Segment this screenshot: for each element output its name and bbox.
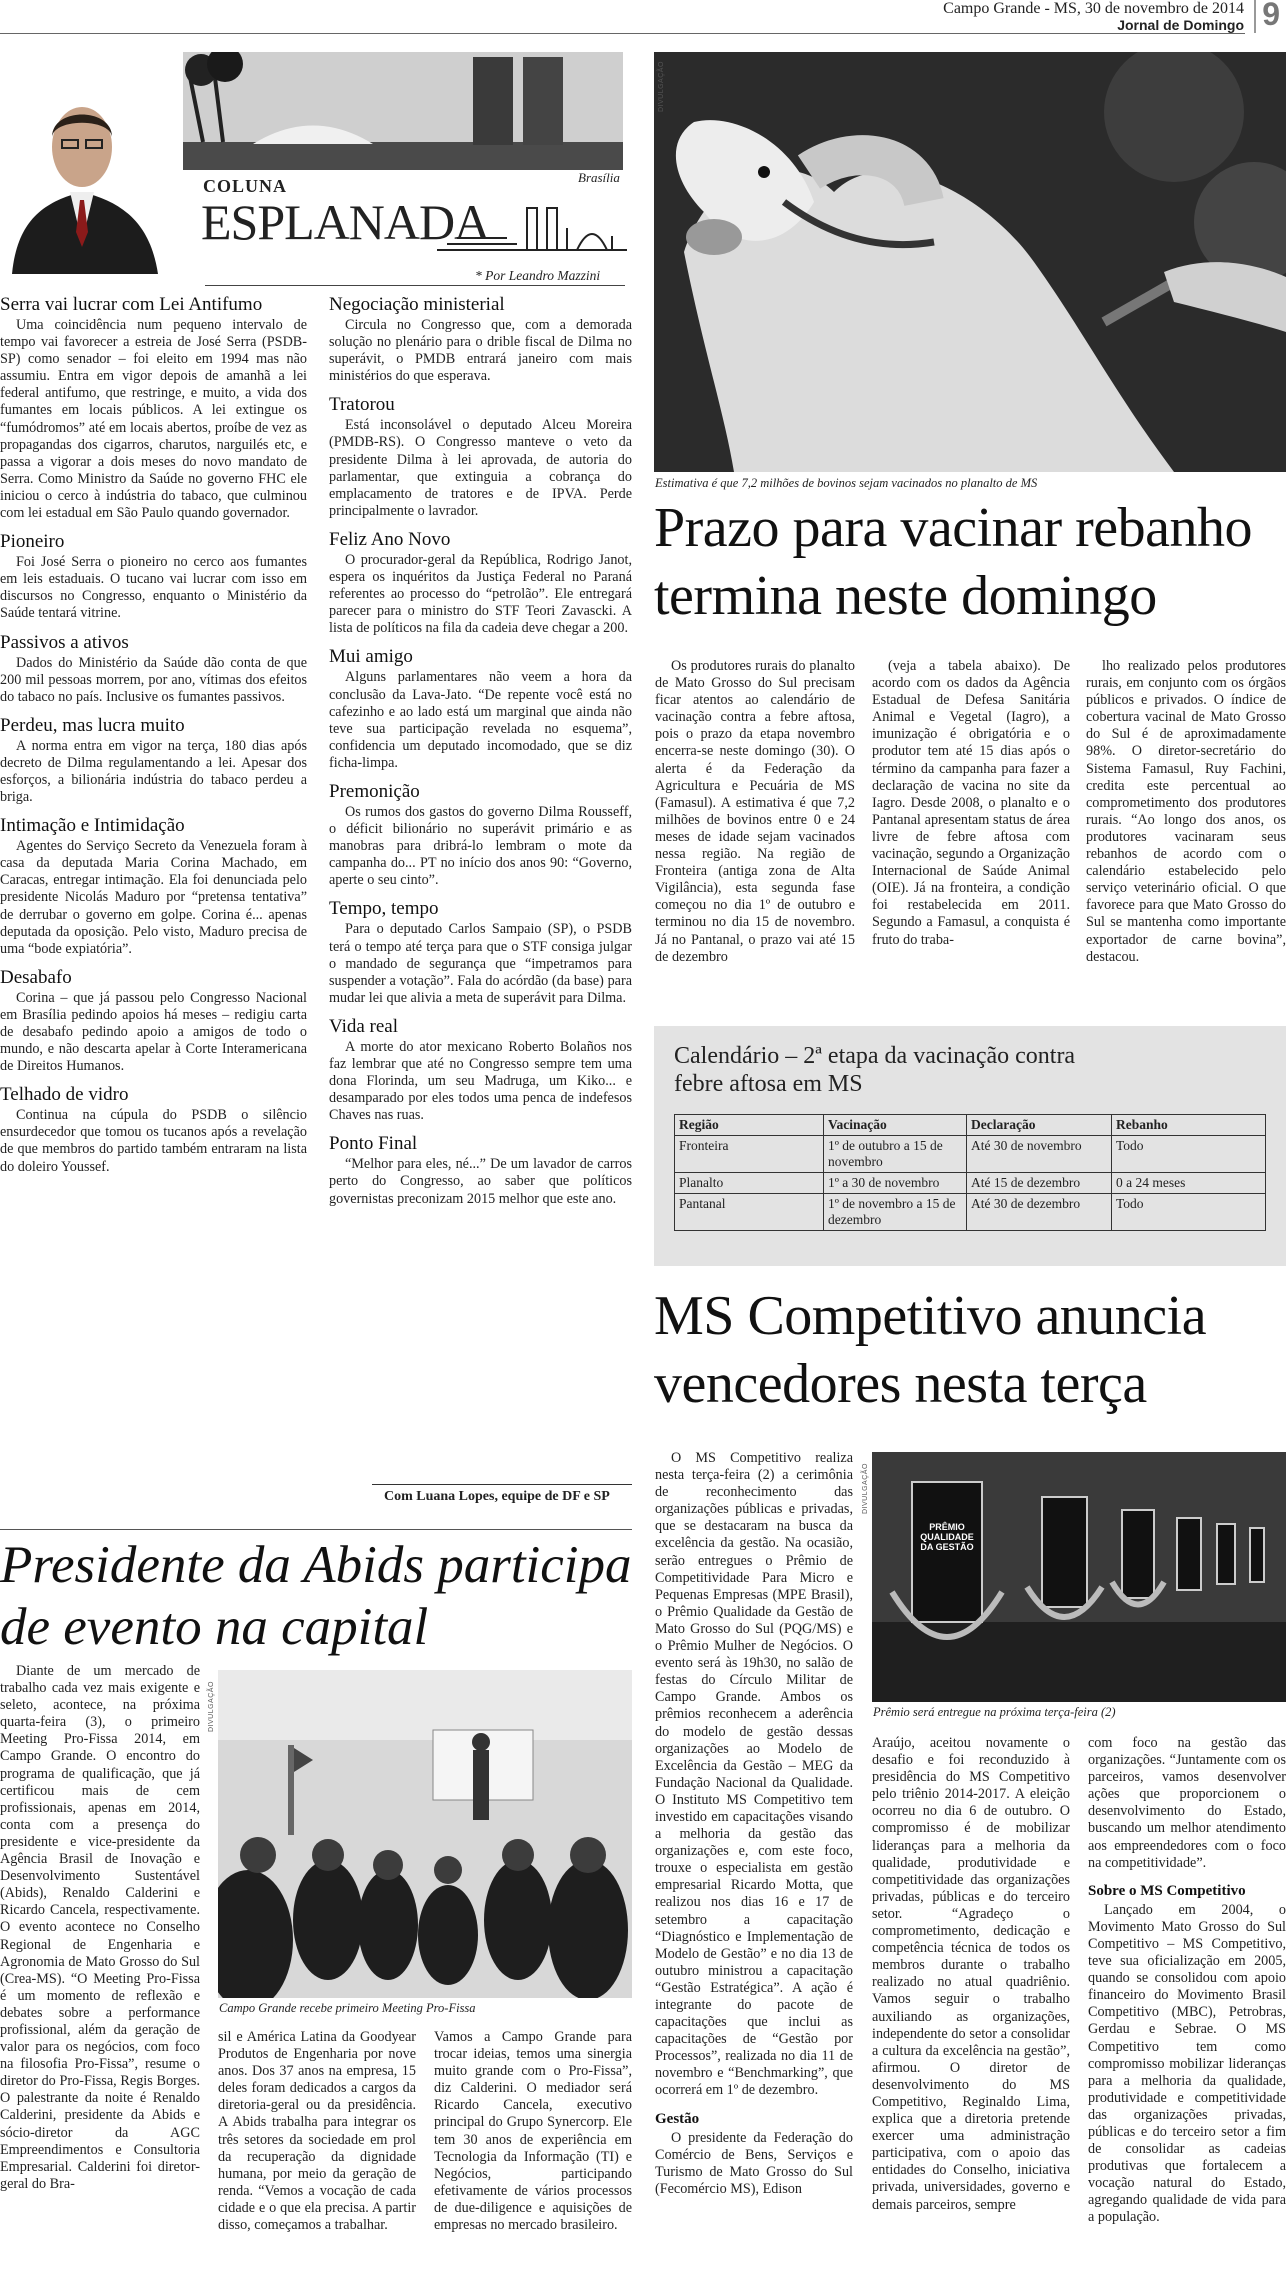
table-cell: 0 a 24 meses	[1112, 1173, 1266, 1194]
table-cell: Pantanal	[675, 1194, 824, 1231]
column-paragraph: O procurador-geral da República, Rodrigo Janot, espera os inquéritos da Justiça Federal no Paraná referentes ao processo do “petrolão”. Ele entregará parecer para o ministro do STF Teori Zavascki. A lista de políticos na fila da cadeia deve chegar a 200.	[329, 551, 632, 637]
trophy-photo-caption: Prêmio será entregue na próxima terça-feira (2)	[873, 1705, 1116, 1719]
trophy-photo-credit: DIVULGAÇÃO	[862, 1463, 869, 1514]
ms-subhead-gestao: Gestão	[655, 2110, 700, 2127]
cattle-photo	[654, 52, 1286, 472]
column-subhead: Perdeu, mas lucra muito	[0, 714, 185, 736]
trophy-text: PRÊMIO QUALIDADE DA GESTÃO	[920, 1522, 974, 1552]
table-cell: Planalto	[675, 1173, 824, 1194]
table-cell: Até 30 de dezembro	[967, 1194, 1112, 1231]
column-subhead: Desabafo	[0, 966, 72, 988]
meeting-photo-caption: Campo Grande recebe primeiro Meeting Pro-Fissa	[219, 2001, 476, 2015]
column-label-big: ESPLANADA	[201, 194, 490, 250]
header-declaracao: Declaração	[967, 1115, 1112, 1136]
ms-headline: MS Competitivo anuncia vencedores nesta terça	[654, 1285, 1207, 1415]
column-paragraph: Os rumos dos gastos do governo Dilma Rousseff, o déficit bilionário no superávit primário e as manobras para dribrá-lo lembram o mote da campanha do... PT no início dos anos 90: “Governo, aperte o seu cinto”.	[329, 803, 632, 889]
column-paragraph: Para o deputado Carlos Sampaio (SP), o PSDB terá o tempo até terça para que o STF consiga julgar o mandado de segurança que “impetramos para suspender a votação”. Fala do acórdão (da base) para mudar lei que alivia a meta de superávit para Dilma.	[329, 921, 632, 1006]
abids-col2: sil e América Latina da Goodyear Produtos de Engenharia por nove anos. Dos 37 anos na empresa, 15 deles foram dedicados a cargos da diretoria-geral ou da presidência. A Abids trabalha para integrar os três setores da sociedade em prol da recuperação da dignidade humana, por meio da geração de renda. “Vemos a vocação de cada cidade e o que ela precisa. A partir disso, começamos a trabalhar.	[218, 2029, 416, 2234]
column-footer: Com Luana Lopes, equipe de DF e SP	[384, 1489, 610, 1504]
trophy-photo	[872, 1452, 1286, 1702]
column-subhead: Tempo, tempo	[329, 898, 439, 920]
table-cell: Até 15 de dezembro	[967, 1173, 1112, 1194]
column-subhead: Negociação ministerial	[329, 294, 505, 315]
column-subhead: Telhado de vidro	[0, 1084, 129, 1106]
vacina-col3: lho realizado pelos produtores rurais, em conjunto com os órgãos públicos e privados. O índice de cobertura vacinal de Mato Grosso do Sul é de aproximadamente 98%. O diretor-secretário do Sistema Famasul, Ruy Fachini, credita este percentual ao comprometimento dos produtores rurais. “Ao longo dos anos, os produtores vacinaram seus rebanhos de acordo com o calendário estabelecido pelo serviço veterinário oficial. O que favorece para que Mato Grosso do Sul se mantenha como importante exportador de carne bovina”, destacou.	[1086, 658, 1286, 965]
vacina-col1: Os produtores rurais do planalto de Mato Grosso do Sul precisam ficar atentos ao calendário de vacinação contra a febre aftosa, pois o prazo da etapa novembro encerra-se neste domingo (30). O alerta é da Federação da Agricultura e Pecuária de MS (Famasul). A estimativa é que 7,2 milhões de bovinos entre 0 e 24 meses de idade sejam vacinados nessa região. Na região de Fronteira (antiga zona de Alta Vigilância), esta segunda fase começou no dia 1º de outubro e terminou no dia 15 de novembro. Já no Pantanal, o prazo vai até 15 de dezembro	[655, 658, 855, 965]
calendar-table	[674, 1114, 1266, 1231]
header-rule	[0, 33, 1245, 34]
table-row	[675, 1194, 1266, 1231]
column-paragraph: Uma coincidência num pequeno intervalo de tempo vai favorecer a estreia de José Serra (PSDB-SP) como senador – foi eleito em 1994 mas não assumiu. Entra em vigor depois de amanhã a lei federal antifumo, que restringe, e muito, a vida dos fumantes em locais públicos. A lei extingue os “fumódromos” até em locais abertos, proíbe de vez as propagandas dos cigarros, charutos, narguilés etc, e passa a vigorar a dois meses do novo mandato de Serra. Como Ministro da Saúde no governo FHC ele iniciou o cerco à indústria do tabaco, que culminou com lei estadual em São Paulo quando governador.	[0, 317, 307, 522]
column-paragraph: Dados do Ministério da Saúde dão conta de que 200 mil pessoas morrem, por ano, vítimas dos efeitos do tabaco no país. Inclusive os fumantes passivos.	[0, 654, 307, 705]
vaccination-calendar-box	[654, 1026, 1286, 1266]
column-subhead: Ponto Final	[329, 1133, 418, 1155]
column-subhead: Vida real	[329, 1015, 399, 1037]
date-line: Campo Grande - MS, 30 de novembro de 2014	[943, 0, 1244, 17]
table-cell: Fronteira	[675, 1136, 824, 1173]
column-label-small: COLUNA	[203, 176, 288, 196]
meeting-photo-credit: DIVULGAÇÃO	[208, 1681, 215, 1732]
column-paragraph: A morte do ator mexicano Roberto Bolaños nos faz lembrar que até no Congresso sempre tem uma dona Florinda, um seu Madruga, um Kiko... e desamparado por eles todos uma penca de indefesos Chaves nas ruas.	[329, 1038, 632, 1124]
column-paragraph: A norma entra em vigor na terça, 180 dias após decreto de Dilma regulamentando a lei. Apesar dos esforços, a bilionária indústria do tabaco perdeu a briga.	[0, 737, 307, 806]
column-subhead: Serra vai lucrar com Lei Antifumo	[0, 294, 263, 315]
column-paragraph: Está inconsolável o deputado Alceu Moreira (PMDB-RS). O Congresso manteve o veto da presidente Dilma à lei aprovada, de autoria do parlamentar, que extinguia a cobrança do emplacamento de tratores e de IPVA. Perde principalmente o lavrador.	[329, 417, 632, 519]
table-header-row	[675, 1115, 1266, 1136]
table-row	[675, 1136, 1266, 1173]
column-paragraph: Continua na cúpula do PSDB o silêncio ensurdecedor que tomou os tucanos após a revelação de que membros do partido também entraram na lista do doleiro Youssef.	[0, 1107, 307, 1175]
ms-col3: com foco na gestão das organizações. “Juntamente com os parceiros, vamos desenvolver ações que proporcionem o desenvolvimento do Estado, buscando um melhor atendimento aos empreendedores com o foco na competitividade”. Sobre o MS Competitivo Lançado em 2004, o Movimento Mato Grosso do Sul Competitivo – MS Competitivo, teve sua oficialização em 2005, quando se consolidou com apoio financeiro do Movimento Brasil Competitivo (MBC), Petrobras, Gerdau e Sebrae. O MS Competitivo tem como compromisso mobilizar lideranças para a melhoria da qualidade, produtividade e competitividade das organizações privadas, públicas e do terceiro setor a fim de consolidar as cadeias produtivas que fortalecem a vocação natural do Estado, agregando qualidade de vida para a população.	[1088, 1735, 1286, 2226]
abids-headline: Presidente da Abids participa de evento na capital	[0, 1536, 632, 1656]
column-rule	[205, 285, 625, 286]
page-number: 9	[1254, 0, 1280, 33]
column-paragraph: Corina – que já passou pelo Congresso Nacional em Brasília pedindo apoios há meses – redigiu carta de desabafo pedindo apoio a amigos de todo o mundo, e não descarta apelar à Corte Interamericana de Direitos Humanos.	[0, 989, 307, 1075]
cattle-photo-caption: Estimativa é que 7,2 milhões de bovinos sejam vacinados no planalto de MS	[655, 476, 1038, 490]
column-paragraph: Circula no Congresso que, com a demorada solução no plenário para o drible fiscal de Dilma no superávit, o PMDB entrará janeiro com mais ministérios do que esperava.	[329, 317, 632, 385]
abids-col3: Vamos a Campo Grande para trocar ideias, temos uma sinergia muito grande com o Pro-Fissa”, diz Calderini. O mediador será Ricardo Cancela, executivo principal do Grupo Synercorp. Ele tem 30 anos de experiência em Tecnologia da Informação (TI) e Negócios, participando efetivamente de vários processos de due-diligence e aquisições de empresas no mercado brasileiro.	[434, 2029, 632, 2234]
header-regiao: Região	[675, 1115, 824, 1136]
header-rebanho: Rebanho	[1112, 1115, 1266, 1136]
column-right	[329, 294, 632, 1208]
skyline-icon	[437, 198, 627, 258]
vacina-headline: Prazo para vacinar rebanho termina neste domingo	[654, 497, 1252, 627]
column-subhead: Passivos a ativos	[0, 631, 129, 653]
column-left	[0, 294, 307, 1176]
cattle-photo-credit: DIVULGAÇÃO	[658, 61, 665, 112]
column-subhead: Mui amigo	[329, 646, 413, 668]
column-author: * Por Leandro Mazzini	[475, 268, 601, 283]
ms-subhead-sobre: Sobre o MS Competitivo	[1088, 1882, 1246, 1899]
table-cell: Até 30 de novembro	[967, 1136, 1112, 1173]
calendar-title: Calendário – 2ª etapa da vacinação contra febre aftosa em MS	[674, 1043, 1076, 1097]
column-paragraph: “Melhor para eles, né...” De um lavador de carros perto do Congresso, ao saber que políticos governistas preconizam 2015 melhor que este ano.	[329, 1156, 632, 1207]
table-row	[675, 1173, 1266, 1194]
column-subhead: Tratorou	[329, 394, 395, 416]
abids-rule	[0, 1529, 632, 1530]
ms-col1: O MS Competitivo realiza nesta terça-feira (2) a cerimônia de reconhecimento das organizações públicas e privadas, que se destacaram na busca da excelência da gestão. Na ocasião, serão entregues o Prêmio de Competitividade Para Micro e Pequenas Empresas (MPE Brasil), o Prêmio Qualidade da Gestão de Mato Grosso do Sul (PQG/MS) e o Prêmio Mulher de Negócios. O evento será às 19h30, no salão de festas do Círculo Militar de Campo Grande. Ambos os prêmios reconhecem a aderência do modelo de gestão dessas organizações ao Modelo de Excelência da Gestão – MEG da Fundação Nacional da Qualidade. O Instituto MS Competitivo tem investido em capacitações visando a melhoria da gestão das organizações e, com este foco, trouxe o especialista em gestão empresarial Ricardo Motta, que realizou nos dias 16 e 17 de setembro a capacitação “Diagnóstico e Implementação de Modelo de Gestão” e no dia 13 de outubro ministrou a capacitação “Gestão Estratégica”. A ação é integrante do pacote de capacitações que inclui as capacitações de “Gestão por Processos”, realizada no dia 11 de novembro e “Benchmarking”, que ocorrerá em 1º de dezembro. Gestão O presidente da Federação do Comércio de Bens, Serviços e Turismo de Mato Grosso do Sul (Fecomércio MS), Edison	[655, 1450, 853, 2197]
column-subhead: Premonição	[329, 780, 420, 802]
paper-name: Jornal de Domingo	[1117, 17, 1244, 33]
column-paragraph: Agentes do Serviço Secreto da Venezuela foram à casa da deputada Maria Corina Machado, em Caracas, entregar intimação. Ela foi denunciada pelo presidente Nicolás Maduro por “pretensa tentativa” de derrubar o governo em golpe. Corina é... apenas deputada da oposição. Pelo visto, Maduro precisa de uma “bode expiatória”.	[0, 838, 307, 957]
table-cell: 1º de novembro a 15 de dezembro	[824, 1194, 967, 1231]
columnist-photo	[2, 52, 162, 274]
table-cell: 1º a 30 de novembro	[824, 1173, 967, 1194]
table-cell: Todo	[1112, 1194, 1266, 1231]
masthead	[0, 0, 1286, 34]
column-subhead: Intimação e Intimidação	[0, 815, 185, 837]
column-subhead: Feliz Ano Novo	[329, 528, 451, 550]
header-vacinacao: Vacinação	[824, 1115, 967, 1136]
column-paragraph: Alguns parlamentares não veem a hora da conclusão da Lava-Jato. “De repente você está no cafezinho e ao lado está um marginal que ainda não teve sua participação revelada no esquema”, confidencia um deputado incomodado, que se diz ficha-limpa.	[329, 669, 632, 771]
column-city: Brasília	[578, 170, 620, 185]
vacina-col2: (veja a tabela abaixo). De acordo com os dados da Agência Estadual de Defesa Sanitária Animal e Vegetal (Iagro), a imunização é obrigatória e o produtor tem até 15 dias após o término da campanha para fazer a declaração de vacina no site da Iagro. Desde 2008, o planalto e o Pantanal apresentam status de área livre de febre aftosa com vacinação, segundo a Organização Internacional de Saúde Animal (OIE). Já na fronteira, a condição foi restabelecida em 2011. Segundo a Famasul, a conquista é fruto do traba-	[872, 658, 1070, 948]
column-subhead: Pioneiro	[0, 531, 65, 553]
column-paragraph: Foi José Serra o pioneiro no cerco aos fumantes em leis estaduais. O tucano vai lucrar com isso em discursos no Congresso, enquanto o Ministério da Saúde tentará vitrine.	[0, 554, 307, 622]
column-footer-rule	[372, 1484, 632, 1485]
table-cell: Todo	[1112, 1136, 1266, 1173]
table-cell: 1º de outubro a 15 de novembro	[824, 1136, 967, 1173]
abids-col1: Diante de um mercado de trabalho cada vez mais exigente e seleto, acontece, na próxima quarta-feira (3), o primeiro Meeting Pro-Fissa 2014, em Campo Grande. O encontro do programa de qualificação, que já certificou mais de cem profissionais, apenas em 2014, conta com a presença do presidente e vice-presidente da Agência Brasil de Inovação e Desenvolvimento Sustentável (Abids), Renaldo Calderini e Ricardo Cancela, respectivamente. O evento acontece no Conselho Regional de Engenharia e Agronomia de Mato Grosso do Sul (Crea-MS). “O Meeting Pro-Fissa é um momento de reflexão e debates sobre a performance profissional, além da geração de valor para os negócios, com foco na filosofia Pro-Fissa”, resume o diretor do Pro-Fissa, Regis Borges. O palestrante da noite é Renaldo Calderini, presidente da Abids e sócio-diretor da AGC Empreendimentos e Consultoria Empresarial. Calderini foi diretor-geral do Bra-	[0, 1663, 200, 2192]
meeting-photo	[218, 1670, 632, 1998]
ms-col2: Araújo, aceitou novamente o desafio e foi reconduzido à presidência do MS Competitivo pelo triênio 2014-2017. A eleição ocorreu no dia 6 de outubro. O compromisso é de mobilizar lideranças para a melhoria da qualidade, produtividade e competitividade das organizações privadas, públicas e do terceiro setor. “Agradeço o comprometimento, dedicação e competência técnica de todos os membros durante o trabalho realizado no atual quadriênio. Vamos seguir o trabalho auxiliando as organizações, independente do setor a consolidar a cultura da excelência na gestão”, afirmou. O diretor de desenvolvimento do MS Competitivo, Reginaldo Lima, explica que a diretoria pretende exercer uma administração participativa, com o apoio das entidades do Conselho, iniciativa privada, universidades, governo e demais parceiros, sempre	[872, 1735, 1070, 2213]
brasilia-photo	[183, 52, 623, 170]
